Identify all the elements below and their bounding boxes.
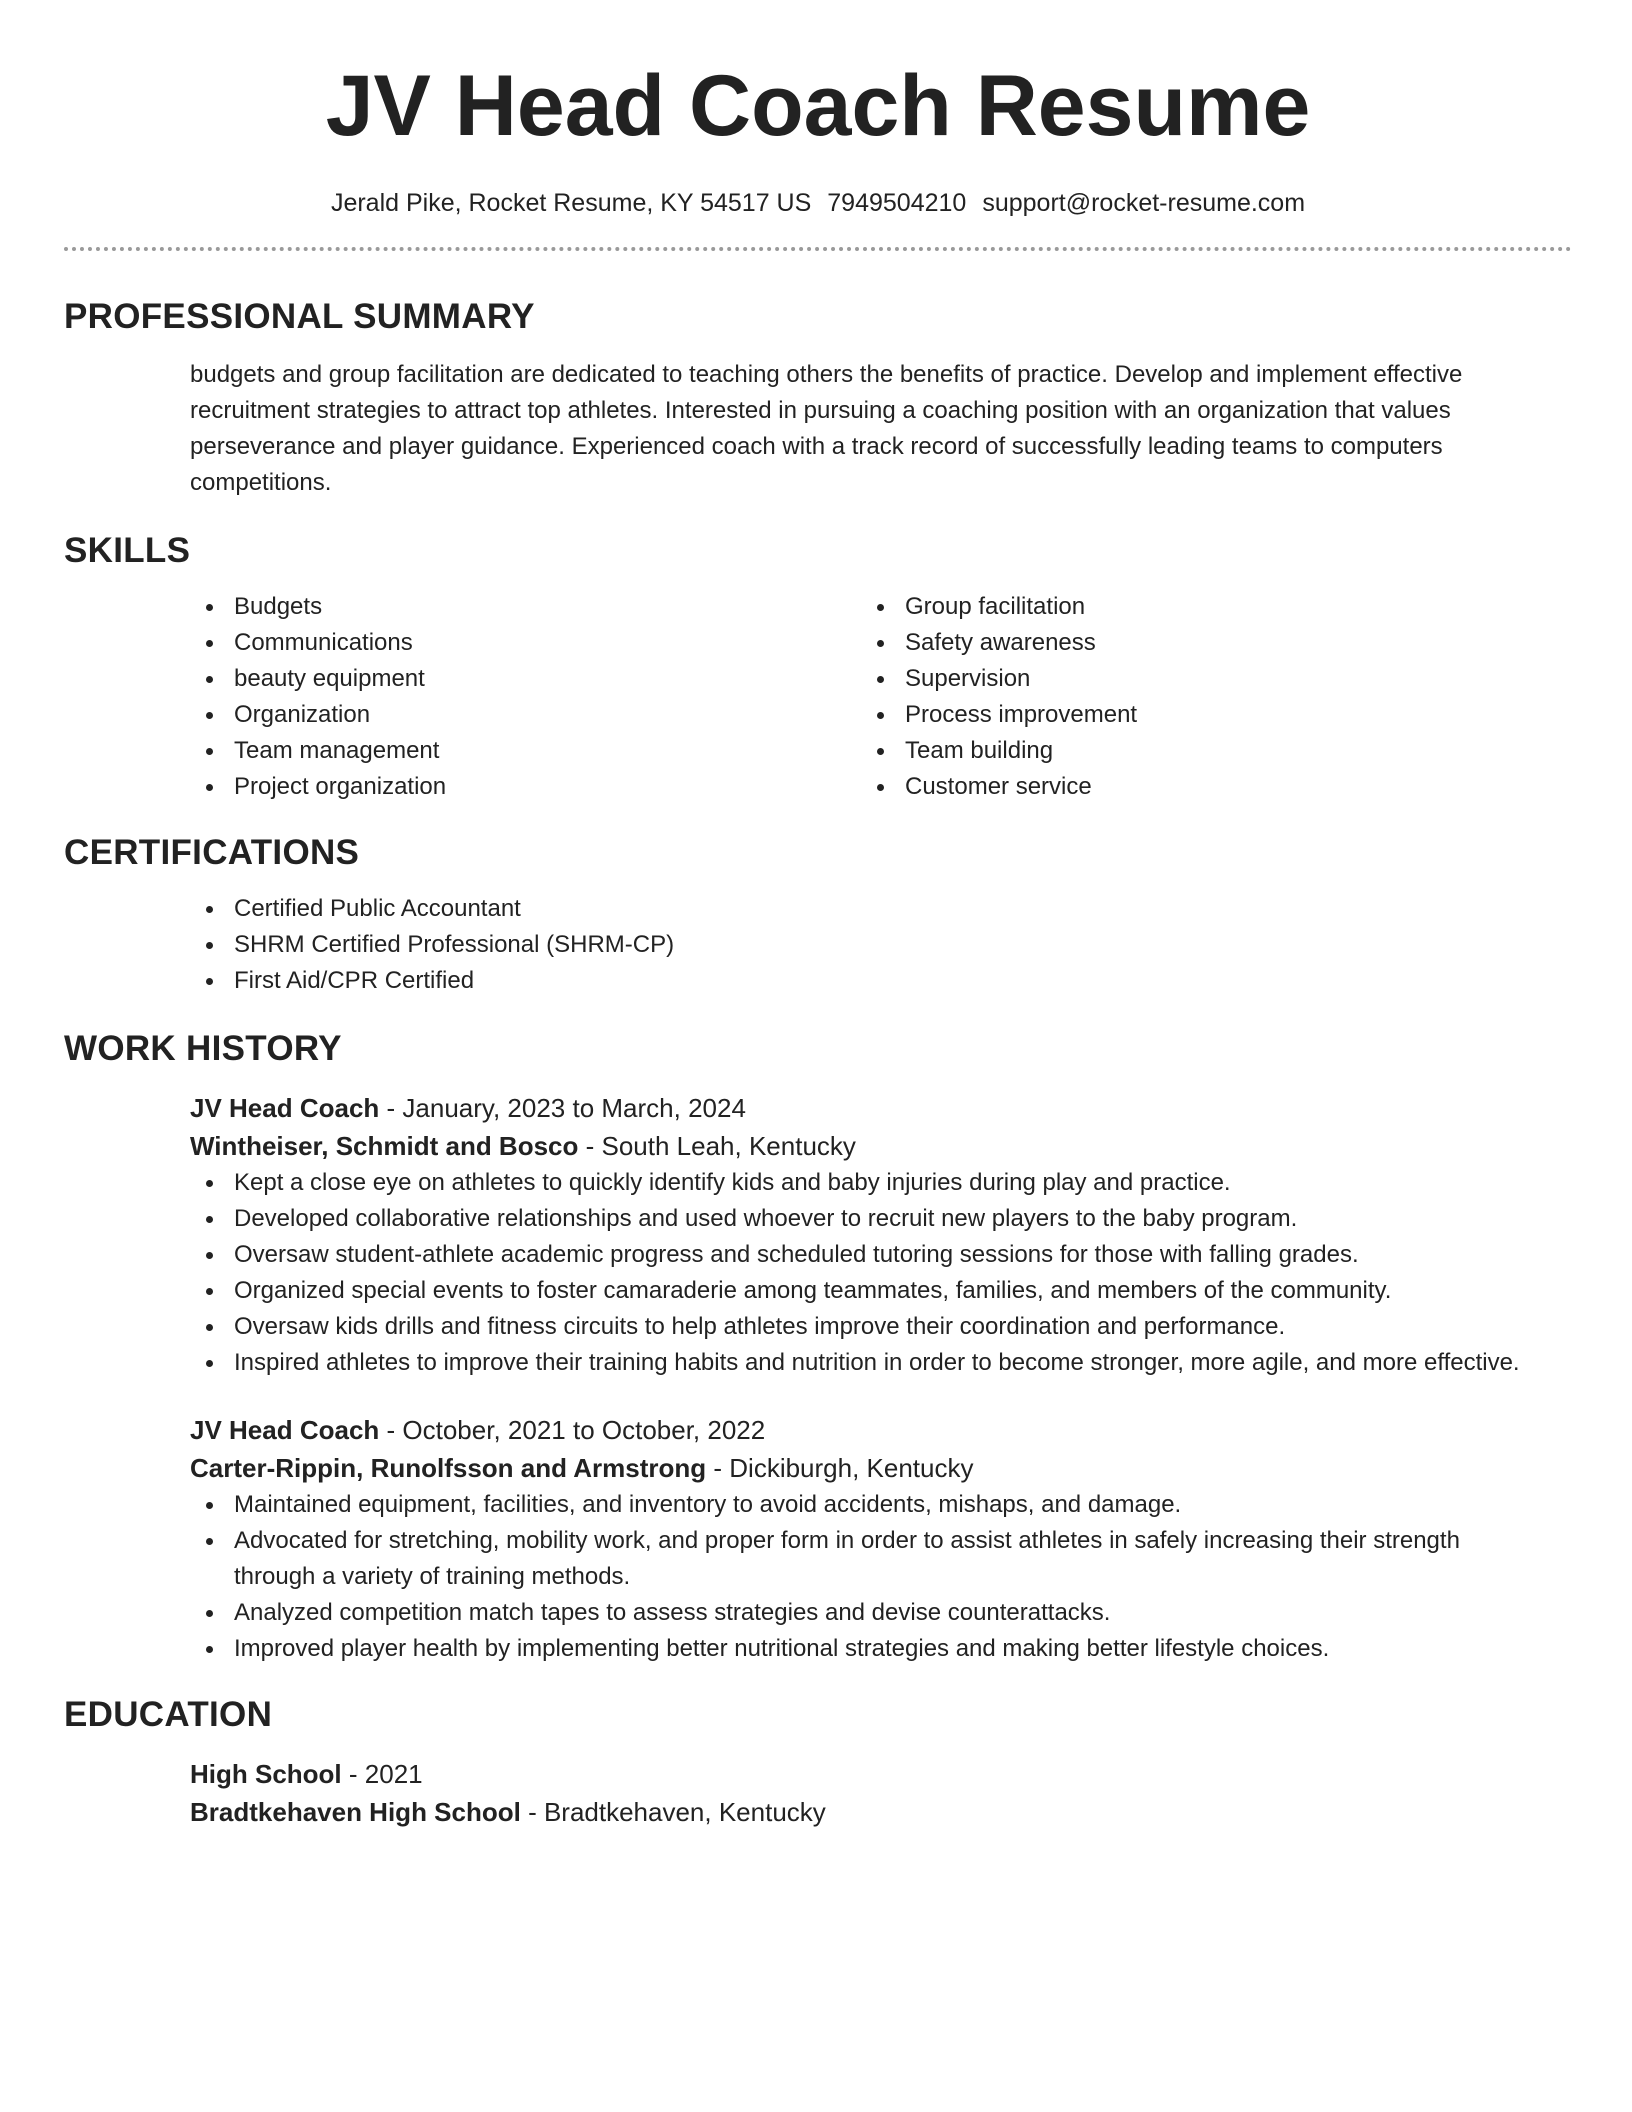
job-company-line xyxy=(190,1449,1532,1487)
list-item: Budgets xyxy=(190,589,861,625)
job-title-line xyxy=(190,1411,1532,1449)
job-dates: - October, 2021 to October, 2022 xyxy=(379,1415,766,1445)
education-school-line xyxy=(190,1793,1532,1831)
list-item: Improved player health by implementing better nutritional strategies and making better lifestyle choices. xyxy=(190,1631,1532,1667)
list-item: First Aid/CPR Certified xyxy=(190,963,1532,999)
bullet-icon xyxy=(206,676,213,683)
bullet-icon xyxy=(206,1646,213,1653)
education-degree: High School xyxy=(190,1759,342,1789)
list-item: Supervision xyxy=(861,661,1532,697)
list-item: Team management xyxy=(190,733,861,769)
bullet-icon xyxy=(206,1538,213,1545)
contact-email: support@rocket-resume.com xyxy=(982,189,1306,217)
list-item: Communications xyxy=(190,625,861,661)
education-school: Bradtkehaven High School xyxy=(190,1797,521,1827)
resume-page xyxy=(64,0,1572,1831)
page-title: JV Head Coach Resume xyxy=(325,58,1311,154)
job-company-line xyxy=(190,1127,1532,1165)
bullet-icon xyxy=(206,1360,213,1367)
header-divider xyxy=(64,247,1572,251)
list-item: Organized special events to foster camaraderie among teammates, families, and members of the community. xyxy=(190,1273,1532,1309)
bullet-icon xyxy=(206,604,213,611)
education-section xyxy=(190,1755,1532,1831)
summary-text: budgets and group facilitation are dedicated to teaching others the benefits of practice. Develop and implement effective recruitment strategies to attract top athletes. Interested in pursuing a coaching position with an organization that values perseverance and player guidance. Experienced coach with a track record of successfully leading teams to computers competitions. xyxy=(190,361,1463,496)
bullet-icon xyxy=(206,906,213,913)
bullet-icon xyxy=(206,748,213,755)
bullet-icon xyxy=(206,640,213,647)
list-item: Kept a close eye on athletes to quickly identify kids and baby injuries during play and practice. xyxy=(190,1165,1532,1201)
education-year: - 2021 xyxy=(341,1759,423,1789)
list-item: Customer service xyxy=(861,769,1532,805)
bullet-icon xyxy=(206,1252,213,1259)
bullet-icon xyxy=(206,1610,213,1617)
job-company: Wintheiser, Schmidt and Bosco xyxy=(190,1131,579,1161)
education-heading: EDUCATION xyxy=(64,1695,273,1734)
job-location: - Dickiburgh, Kentucky xyxy=(706,1453,974,1483)
list-item: beauty equipment xyxy=(190,661,861,697)
list-item: Certified Public Accountant xyxy=(190,891,1532,927)
list-item: Oversaw student-athlete academic progress and scheduled tutoring sessions for those with falling grades. xyxy=(190,1237,1532,1273)
work-history-heading: WORK HISTORY xyxy=(64,1029,342,1068)
list-item: Team building xyxy=(861,733,1532,769)
certifications-section xyxy=(190,891,1532,999)
job-title-line xyxy=(190,1089,1532,1127)
contact-line xyxy=(64,186,1572,220)
job-entry xyxy=(190,1089,1532,1381)
contact-address: Jerald Pike, Rocket Resume, KY 54517 US xyxy=(330,189,812,217)
job-location: - South Leah, Kentucky xyxy=(578,1131,856,1161)
list-item: Analyzed competition match tapes to assess strategies and devise counterattacks. xyxy=(190,1595,1532,1631)
job-entry xyxy=(190,1411,1532,1667)
skills-column-right xyxy=(861,589,1532,805)
bullet-icon xyxy=(206,1288,213,1295)
job-title: JV Head Coach xyxy=(190,1093,380,1123)
job-dates: - January, 2023 to March, 2024 xyxy=(379,1093,746,1123)
summary-heading: PROFESSIONAL SUMMARY xyxy=(64,297,535,336)
list-item: Oversaw kids drills and fitness circuits to help athletes improve their coordination and performance. xyxy=(190,1309,1532,1345)
job-company: Carter-Rippin, Runolfsson and Armstrong xyxy=(190,1453,707,1483)
bullet-icon xyxy=(206,1216,213,1223)
work-history-section xyxy=(190,1089,1532,1667)
list-item: Process improvement xyxy=(861,697,1532,733)
list-item: Maintained equipment, facilities, and inventory to avoid accidents, mishaps, and damage. xyxy=(190,1487,1532,1523)
bullet-icon xyxy=(206,942,213,949)
skills-section xyxy=(190,589,1532,805)
education-location: - Bradtkehaven, Kentucky xyxy=(520,1797,826,1827)
education-degree-line xyxy=(190,1755,1532,1793)
bullet-icon xyxy=(206,1502,213,1509)
bullet-icon xyxy=(206,712,213,719)
list-item: Inspired athletes to improve their training habits and nutrition in order to become stronger, more agile, and more effective. xyxy=(190,1345,1532,1381)
list-item: Group facilitation xyxy=(861,589,1532,625)
list-item: Advocated for stretching, mobility work, and proper form in order to assist athletes in safely increasing their strength through a variety of training methods. xyxy=(190,1523,1532,1595)
bullet-icon xyxy=(206,978,213,985)
bullet-icon xyxy=(877,640,884,647)
skills-heading: SKILLS xyxy=(64,531,191,570)
bullet-icon xyxy=(206,1180,213,1187)
job-title: JV Head Coach xyxy=(190,1415,380,1445)
list-item: Developed collaborative relationships and used whoever to recruit new players to the baby program. xyxy=(190,1201,1532,1237)
bullet-icon xyxy=(877,676,884,683)
bullet-icon xyxy=(206,1324,213,1331)
bullet-icon xyxy=(877,784,884,791)
bullet-icon xyxy=(206,784,213,791)
certifications-heading: CERTIFICATIONS xyxy=(64,833,360,872)
bullet-icon xyxy=(877,712,884,719)
summary-section xyxy=(190,357,1532,501)
contact-phone: 7949504210 xyxy=(827,189,967,217)
list-item: Safety awareness xyxy=(861,625,1532,661)
list-item: Organization xyxy=(190,697,861,733)
bullet-icon xyxy=(877,748,884,755)
list-item: Project organization xyxy=(190,769,861,805)
skills-column-left xyxy=(190,589,861,805)
list-item: SHRM Certified Professional (SHRM-CP) xyxy=(190,927,1532,963)
bullet-icon xyxy=(877,604,884,611)
